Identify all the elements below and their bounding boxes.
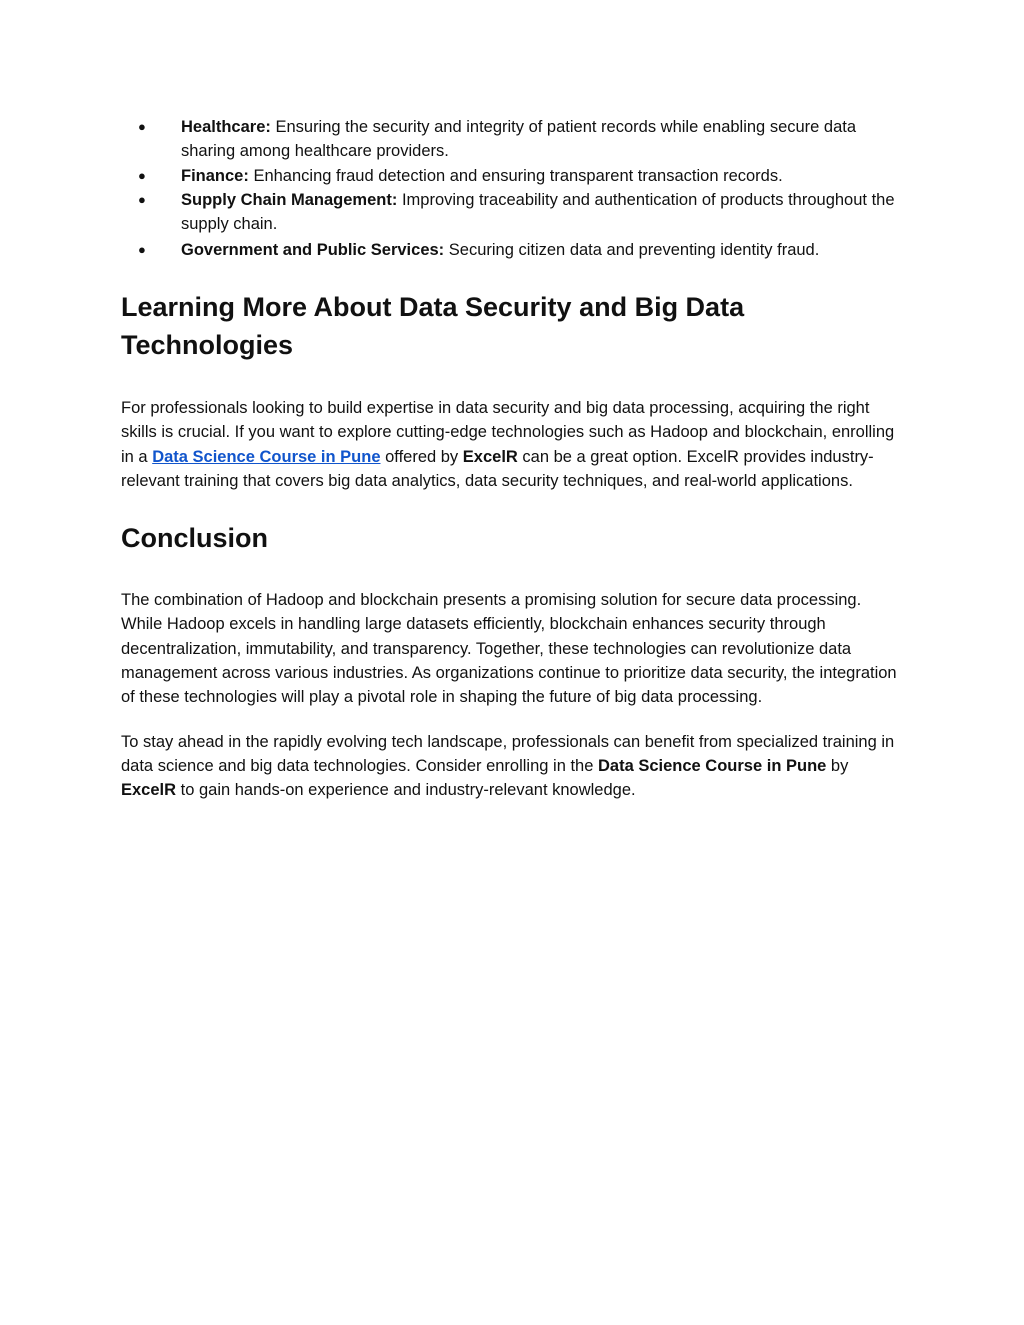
- bullet-icon: ●: [138, 242, 146, 257]
- bullet-icon: ●: [138, 168, 146, 183]
- conclusion-paragraph-1: The combination of Hadoop and blockchain presents a promising solution for secure data processing. While Hadoop excels in handling large datasets efficiently, blockchain enhances security through decentralization, immutability, and transparency. Together, these technologies can revolutionize data management across various industries. As organizations continue to prioritize data security, the integration of these technologies will play a pivotal role in shaping the future of big data processing.: [121, 591, 897, 707]
- bullet-term: Government and Public Services:: [181, 241, 445, 259]
- bullet-term: Finance:: [181, 167, 249, 185]
- list-item: [121, 238, 901, 262]
- bullet-text: Securing citizen data and preventing identity fraud.: [444, 241, 820, 259]
- bullet-term: Supply Chain Management:: [181, 191, 398, 209]
- list-item: [121, 188, 901, 236]
- learning-text-1: For professionals looking to build expertise in data security and big data processing, acquiring the right skills is crucial. If you want to explore cutting-edge technologies such as Hadoop and blockchain, enrolling in a: [121, 399, 895, 466]
- list-item: [121, 164, 901, 188]
- conclusion-paragraph-2: [121, 730, 901, 803]
- bullet-text: Improving traceability and authentication of products throughout the supply chain.: [181, 191, 895, 233]
- bullet-text: Enhancing fraud detection and ensuring transparent transaction records.: [248, 167, 783, 185]
- learning-heading: Learning More About Data Security and Big Data Technologies: [121, 292, 745, 360]
- conclusion-text-1: To stay ahead in the rapidly evolving tech landscape, professionals can benefit from specialized training in data science and big data technologies. Consider enrolling in the: [121, 732, 895, 775]
- learning-text-2: offered by: [380, 447, 463, 466]
- bullet-icon: ●: [138, 119, 146, 134]
- brand-name: ExcelR: [462, 447, 518, 466]
- learning-paragraph: [121, 396, 901, 493]
- learning-text-3: can be a great option. ExcelR provides industry-relevant training that covers big data analytics, data security techniques, and real-world applications.: [121, 447, 874, 490]
- list-item: [121, 115, 901, 163]
- brand-name: ExcelR: [121, 781, 177, 800]
- bullet-text: Ensuring the security and integrity of patient records while enabling secure data sharing among healthcare providers.: [181, 118, 857, 160]
- document-page: [121, 115, 901, 803]
- course-name: Data Science Course in Pune: [598, 756, 827, 775]
- conclusion-heading: Conclusion: [121, 523, 268, 554]
- bullet-term: Healthcare:: [181, 118, 271, 136]
- bullet-icon: ●: [138, 192, 146, 207]
- conclusion-text-2: by: [826, 756, 849, 775]
- course-link[interactable]: Data Science Course in Pune: [152, 447, 381, 466]
- conclusion-text-3: to gain hands-on experience and industry-relevant knowledge.: [176, 781, 636, 800]
- industry-bullet-list: [121, 115, 901, 262]
